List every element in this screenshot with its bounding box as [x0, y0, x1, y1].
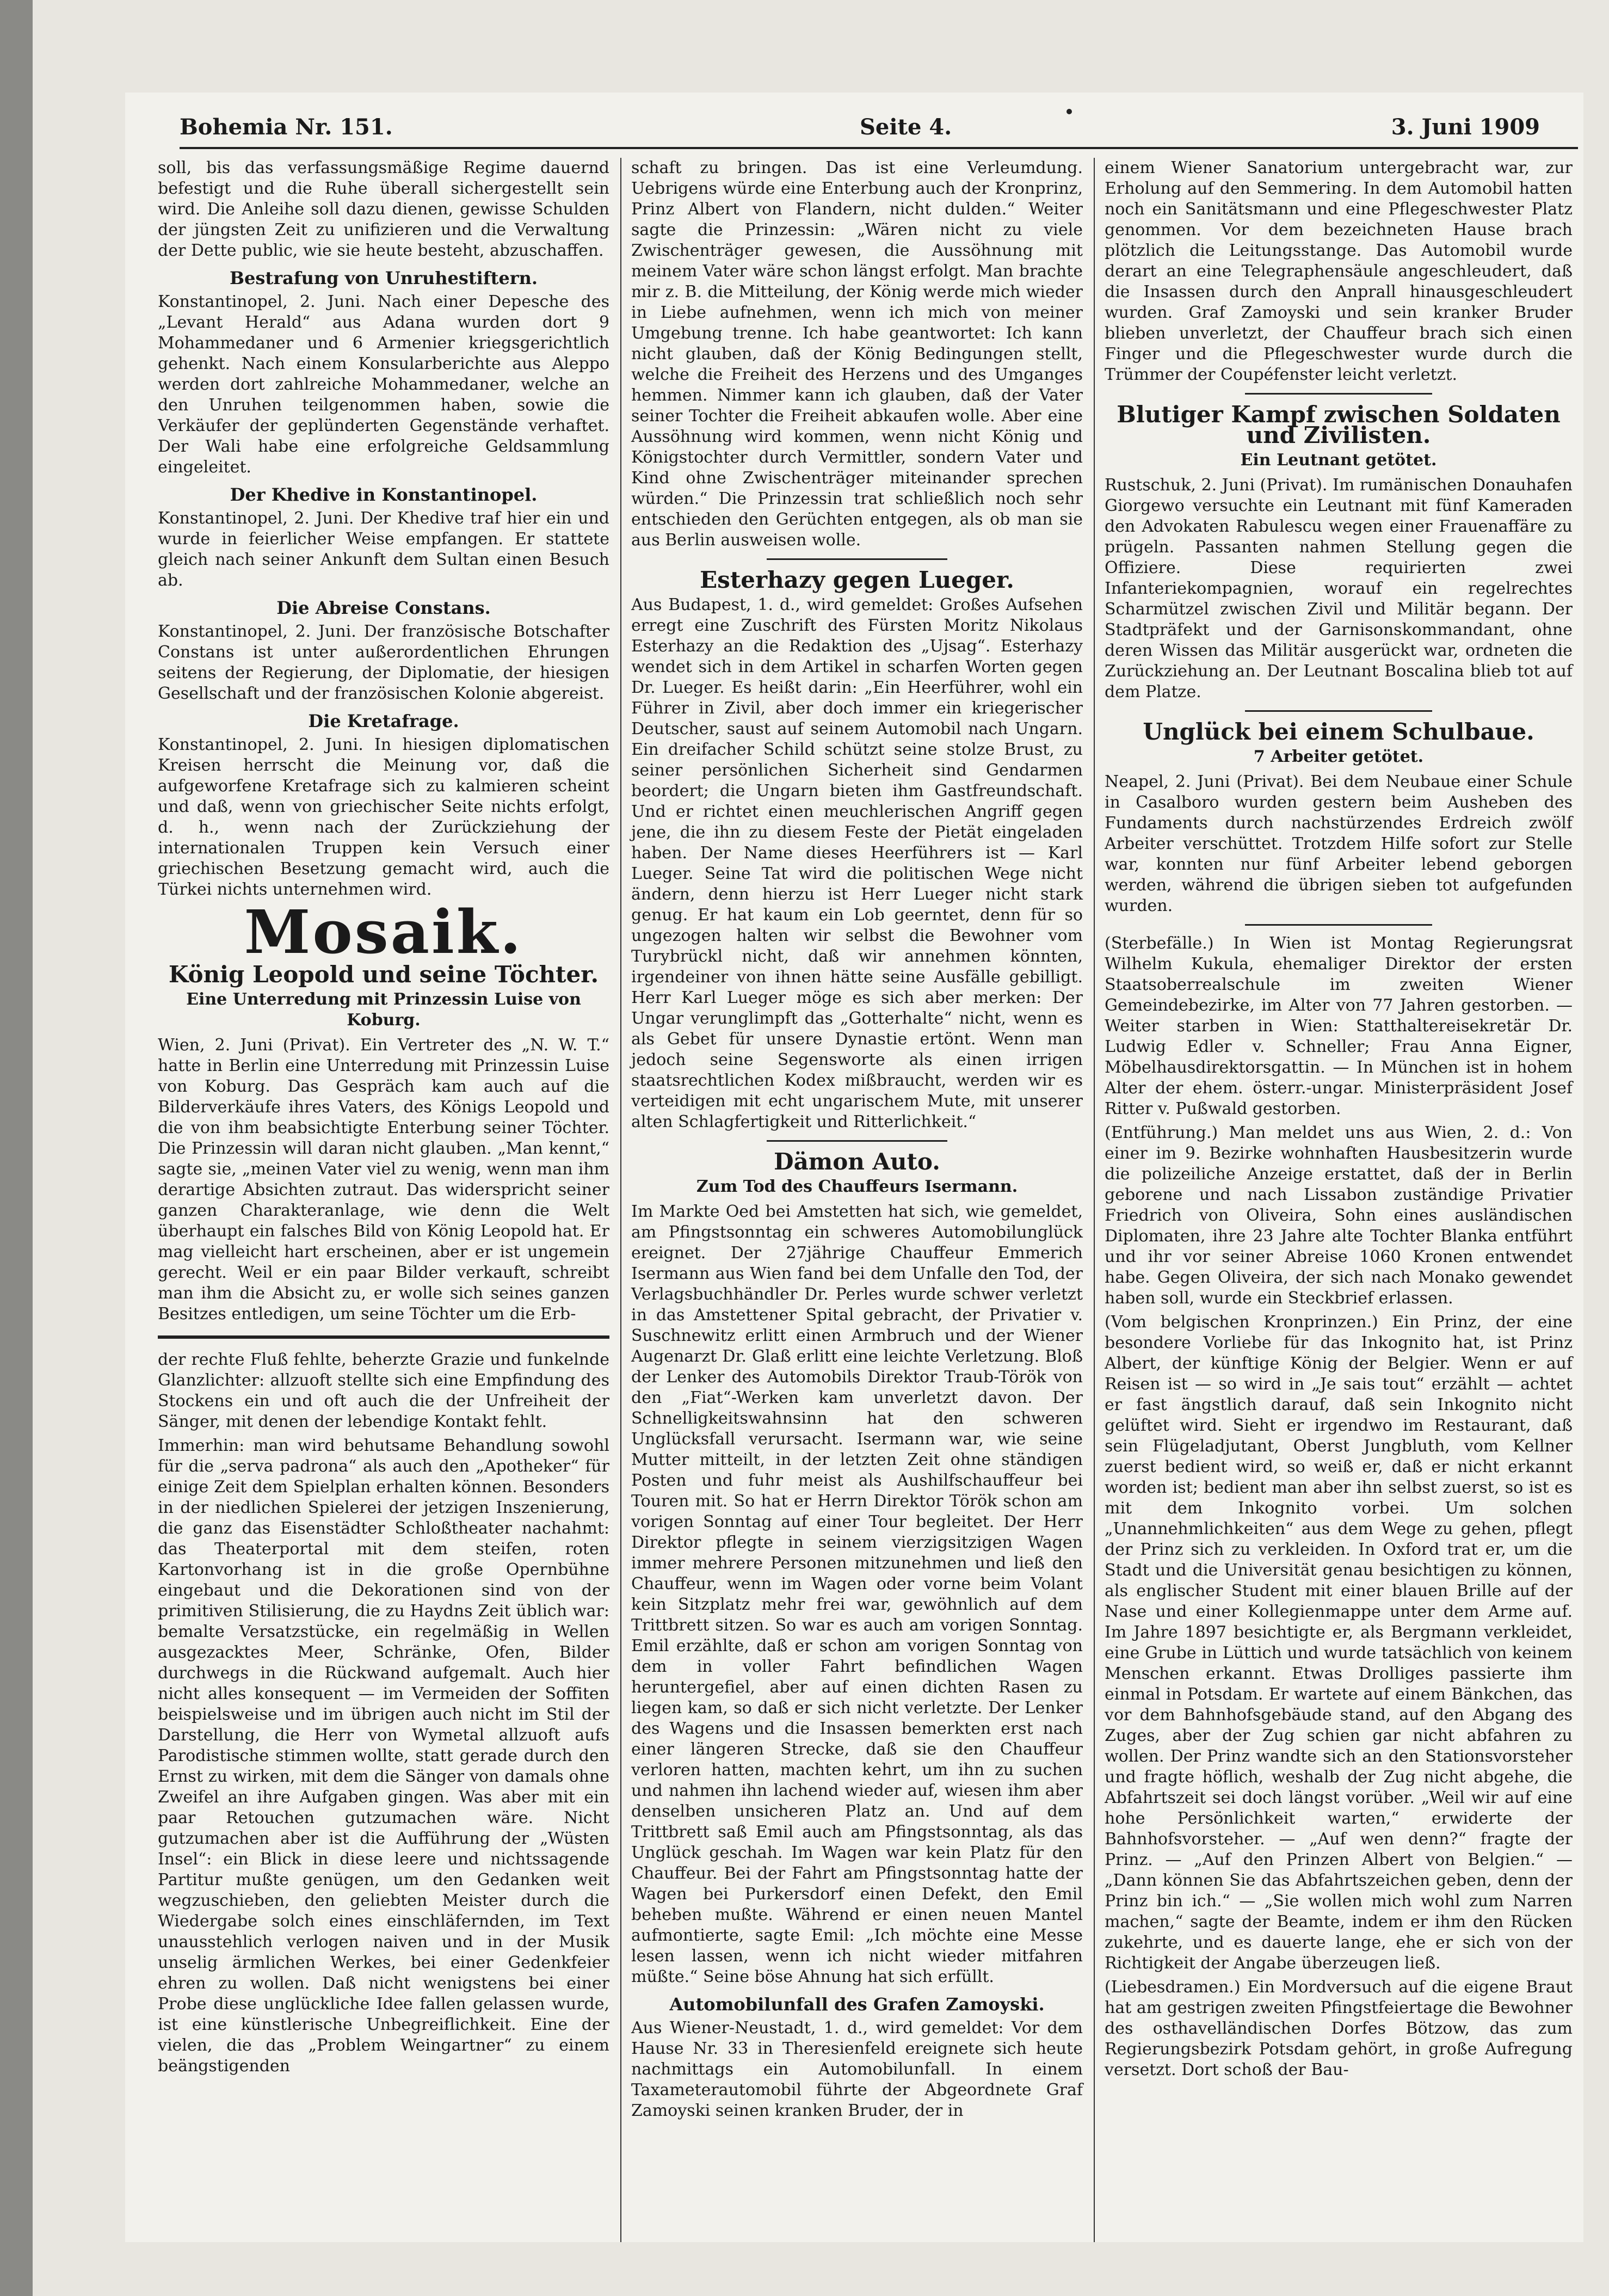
column-rule-2 — [1094, 158, 1095, 2242]
paragraph: (Sterbefälle.) In Wien ist Montag Regierungsrat Wilhelm Kukula, ehemaliger Direktor der ersten Staatsoberrealschule im zweiten Wiener Gemeindebezirke, im Alter von 77 Jahren gestorben. — Weiter starben in Wien: Statthaltereisekretär Dr. Ludwig Edler v. Schneller; Frau Anna Eigner, Möbelhausdirektorsgattin. — In München ist in hohem Alter der ehem. österr.-ungar. Ministerpräsident Josef Ritter v. Pußwald gestorben. — [1105, 934, 1573, 1118]
newspaper-page — [125, 93, 1583, 2242]
article-subtitle: 7 Arbeiter getötet. — [1253, 747, 1424, 766]
article-subtitle: Ein Leutnant getötet. — [1240, 451, 1437, 470]
separator — [1245, 924, 1432, 926]
header-publication: Bohemia Nr. 151. — [180, 114, 393, 140]
separator — [767, 1140, 947, 1142]
paragraph: schaft zu bringen. Das ist eine Verleumdung. Uebrigens würde eine Enterbung auch der Kronprinz, Prinz Albert von Flandern, nicht dulden.“ Weiter sagte die Prinzessin: „Wären nicht zu viele Zwischenträger gewesen, die Aussöhnung mit meinem Vater wäre schon längst erfolgt. Man brachte mir z. B. die Mitteilung, der König werde mich wieder in Liebe aufnehmen, wenn ich mich von meiner Umgebung trenne. Ich habe geantwortet: Ich kann nicht glauben, daß der König Bedingungen stellt, welche die Freiheit des Herzens und des Umganges hemmen. Nimmer kann ich glauben, daß der Vater seiner Tochter die Freiheit abkaufen wolle. Aber eine Aussöhnung wird kommen, wenn nicht König und Königstochter durch Vermittler, sondern Vater und Kind ohne Zwischenträger miteinander sprechen würden.“ Die Prinzessin trat schließlich noch sehr entschieden den Gerüchten entgegen, als ob man sie aus Berlin ausweisen wolle. — [631, 158, 1083, 550]
paragraph: (Entführung.) Man meldet uns aus Wien, 2. d.: Von einer im 9. Bezirke wohnhaften Hausbesitzerin wurde die polizeiliche Anzeige erstattet, daß der in Berlin geborene und nach Lissabon zuständige Privatier Friedrich von Oliveira, Sohn eines ausländischen Diplomaten, ihre 23 Jahre alte Tochter Blanka entführt und ihr vor seiner Abreise 1060 Kronen entwendet habe. Gegen Oliveira, der sich nach Monako gewendet haben soll, wurde ein Steckbrief erlassen. — [1105, 1123, 1573, 1308]
article-subtitle: Eine Unterredung mit Prinzessin Luise von Koburg. — [186, 990, 581, 1030]
section-heading: Bestrafung von Unruhestiftern. — [230, 268, 538, 288]
paragraph: Aus Budapest, 1. d., wird gemeldet: Großes Aufsehen erregt eine Zuschrift des Fürsten Moritz Nikolaus Esterhazy an die Redaktion des „Ujsag“. Esterhazy wendet sich in dem Artikel in scharfen Worten gegen Dr. Lueger. Es heißt darin: „Ein Heerführer, wohl ein Führer in Zivil, aber doch immer ein kriegerischer Deutscher, saust auf seinem Automobil nach Ungarn. Ein dreifacher Schild schützt seine stolze Brust, zu seiner persönlichen Sicherheit sind Gendarmen beordert; die Ungarn bieten ihm Gastfreundschaft. Und er richtet einen meuchlerischen Angriff gegen jene, die ihn zu diesem Feste der Pietät eingeladen haben. Der Name dieses Heerführers ist — Karl Lueger. Seine Tat wird die politischen Wege nicht ändern, denn hierzu ist Herr Lueger nicht stark genug. Er hat kaum ein Lob geerntet, denn für so ungezogen halten wir selbst die Bewohner vom Turybrückl nicht, daß wir annehmen könnten, irgendeiner von ihnen hätte seine Ausfälle gebilligt. Herr Karl Lueger möge es sich aber merken: Der Ungar verunglimpft das „Gotterhalte“ nicht, wenn es als Gebet für unsere Dynastie ertönt. Wenn man jedoch seine Segensworte als einen irrigen staatsrechtlichen Kodex mißbraucht, werden wir es verteidigen mit echt ungarischem Mute, mit unserer alten Schlagfertigkeit und Ritterlichkeit.“ — [631, 595, 1083, 1131]
paragraph: Konstantinopel, 2. Juni. Nach einer Depesche des „Levant Herald“ aus Adana wurden dort 9 Mohammedaner und 6 Armenier kriegsgerichtlich gehenkt. Nach einem Konsularberichte aus Aleppo werden dort zahlreiche Mohammedaner, welche an den Unruhen teilgenommen haben, sowie die Verkäufer der geplünderten Gegenstände verhaftet. Der Wali habe eine erfolgreiche Geldsammlung eingeleitet. — [158, 292, 609, 477]
page-header — [180, 109, 1540, 147]
article-subtitle: Zum Tod des Chauffeurs Isermann. — [696, 1177, 1018, 1196]
header-page-number: Seite 4. — [860, 114, 952, 140]
separator — [767, 558, 947, 560]
column-2 — [631, 158, 1083, 2125]
separator — [1245, 393, 1432, 395]
paragraph: Rustschuk, 2. Juni (Privat). Im rumänischen Donauhafen Giorgewo versuchte ein Leutnant mit fünf Kameraden den Advokaten Rabulescu wegen einer Frauenaffäre zu prügeln. Passanten nahmen Stellung gegen die Offiziere. Diese requirierten zwei Infanteriekompagnien, worauf ein regelrechtes Scharmützel zwischen Zivil und Militär begann. Der Stadtpräfekt und der Garnisonskommandant, ohne deren Wissen das Militär ausgerückt war, ordneten die Zurückziehung an. Der Leutnant Boscalina blieb tot auf dem Platze. — [1105, 476, 1573, 701]
column-1 — [158, 158, 609, 2080]
paragraph: Wien, 2. Juni (Privat). Ein Vertreter des „N. W. T.“ hatte in Berlin eine Unterredung mit Prinzessin Luise von Koburg. Das Gespräch kam auch auf die Bilderverkäufe ihres Vaters, des Königs Leopold und die von ihm beabsichtigte Enterbung seiner Töchter. Die Prinzessin will daran nicht glauben. „Man kennt,“ sagte sie, „meinen Vater viel zu wenig, wenn man ihm derartige Absichten zutraut. Das widerspricht seiner ganzen Charakteranlage, wie denn die Welt überhaupt ein falsches Bild von König Leopold hat. Er mag vielleicht hart erscheinen, aber er ist ungemein gerecht. Weil er ein paar Bilder verkauft, schreibt man ihm die Absicht zu, er wolle sich seines ganzen Besitzes entledigen, um seine Töchter um die Erb- — [158, 1036, 609, 1324]
paragraph: Aus Wiener-Neustadt, 1. d., wird gemeldet: Vor dem Hause Nr. 33 in Theresienfeld ereignete sich heute nachmittags ein Automobilunfall. In einem Taxameterautomobil führte der Abgeordnete Graf Zamoyski seinen kranken Bruder, der in — [631, 2018, 1083, 2120]
article-title: Blutiger Kampf zwischen Soldaten und Zivilisten. — [1117, 401, 1561, 448]
column-rule-1 — [620, 158, 621, 2242]
feuilleton-rule — [158, 1335, 609, 1339]
paragraph: Neapel, 2. Juni (Privat). Bei dem Neubaue einer Schule in Casalboro wurden gestern beim Ausheben des Fundaments durch nachstürzendes Erdreich zwölf Arbeiter verschüttet. Trotzdem Hilfe sofort zur Stelle war, konnten nur fünf Arbeiter lebend geborgen werden, während die übrigen sieben tot aufgefunden wurden. — [1105, 772, 1573, 915]
article-title: König Leopold und seine Töchter. — [168, 961, 599, 988]
separator — [1245, 710, 1432, 712]
section-heading: Automobilunfall des Grafen Zamoyski. — [669, 1994, 1045, 2015]
paragraph: Konstantinopel, 2. Juni. Der französische Botschafter Constans ist unter außerordentlichen Ehrungen seitens der Regierung, der Diplomatie, der hiesigen Gesellschaft und der französischen Kolonie abgereist. — [158, 622, 609, 703]
article-title: Dämon Auto. — [774, 1148, 940, 1175]
paragraph: Immerhin: man wird behutsame Behandlung sowohl für die „serva padrona“ als auch den „Apotheker“ für einige Zeit dem Spielplan erhalten können. Besonders in der niedlichen Spielerei der jetzigen Inszenierung, die ganz das Eisenstädter Schloßtheater nachahmt: das Theaterportal mit dem steifen, roten Kartonvorhang ist in die große Opernbühne eingebaut und die Dekorationen sind von der primitiven Stilisierung, die zu Haydns Zeit üblich war: bemalte Versatzstücke, ein regelmäßig in Wellen ausgezacktes Meer, Schränke, Ofen, Bilder durchwegs in die Rückwand aufgemalt. Auch hier nicht alles konsequent — im Vermeiden der Soffiten beispielsweise und im übrigen auch nicht im Stil der Darstellung, die Herr von Wymetal allzuoft aufs Parodistische stimmen wollte, statt gerade durch den Ernst zu wirken, mit dem die Sänger von damals ohne Zweifel an ihre Aufgaben gingen. Was aber mit ein paar Retouchen gutzumachen wäre. Nicht gutzumachen aber ist die Aufführung der „Wüsten Insel“: ein Blick in diese leere und nichtssagende Partitur mußte genügen, um den Gedanken weit wegzuschieben, den geliebten Meister durch die Wiedergabe solch eines einschläfernden, im Text unausstehlich verlogen naiven und in der Musik unselig ärmlichen Werkes, bei einer Gedenkfeier ehren zu wollen. Daß nicht wenigstens bei einer Probe diese unglückliche Idee fallen gelassen wurde, ist eine künstlerische Unbegreiflichkeit. Eine der vielen, die das „Problem Weingartner“ zu einem beängstigenden — [158, 1436, 609, 2076]
article-title: Unglück bei einem Schulbaue. — [1143, 718, 1534, 745]
paragraph: der rechte Fluß fehlte, beherzte Grazie und funkelnde Glanzlichter: allzuoft stellte sich eine Empfindung des Stockens ein und oft auch die der Unfreiheit der Sänger, mit denen der lebendige Kontakt fehlt. — [158, 1350, 609, 1431]
paragraph: (Vom belgischen Kronprinzen.) Ein Prinz, der eine besondere Vorliebe für das Inkognito hat, ist Prinz Albert, der künftige König der Belgier. Wenn er auf Reisen ist — so wird in „Je sais tout“ erzählt — achtet er fast ängstlich darauf, daß sein Inkognito nicht gelüftet wird. Sieht er irgendwo im Restaurant, daß sein Flügeladjutant, Oberst Jungbluth, vom Kellner zuerst bedient wird, so weiß er, daß er nicht erkannt worden ist; bedient man aber ihn selbst zuerst, so ist es mit dem Inkognito vorbei. Um solchen „Unannehmlichkeiten“ aus dem Wege zu gehen, pflegt der Prinz sich zu verkleiden. In Oxford trat er, um die Stadt und die Universität genau besichtigen zu können, als englischer Student mit einer blauen Brille auf der Nase und einer Kollegienmappe unter dem Arme auf. Im Jahre 1897 besichtigte er, als Bergmann verkleidet, eine Grube in Lüttich und wurde tatsächlich von keinem Menschen erkannt. Etwas Drolliges passierte ihm einmal in Potsdam. Er wartete auf einem Bänkchen, das vor dem Bahnhofsgebäude stand, auf den Abgang des Zuges, aber der Zug schien gar nicht abfahren zu wollen. Der Prinz wandte sich an den Stationsvorsteher und fragte höflich, weshalb der Zug nicht abgehe, die Abfahrtszeit sei doch längst vorüber. „Weil wir auf eine hohe Persönlichkeit warten,“ erwiderte der Bahnhofsvorsteher. — „Auf wen denn?“ fragte der Prinz. — „Auf den Prinzen Albert von Belgien.“ — „Dann können Sie das Abfahrtszeichen geben, denn der Prinz bin ich.“ — „Sie wollen mich wohl zum Narren machen,“ sagte der Beamte, indem er ihm den Rücken zukehrte, und es dauerte lange, ehe er sich von der Richtigkeit der Angabe überzeugen ließ. — [1105, 1313, 1573, 1973]
paragraph: soll, bis das verfassungsmäßige Regime dauernd befestigt und die Ruhe überall sichergestellt sein wird. Die Anleihe soll dazu dienen, gewisse Schulden der jüngsten Zeit zu unifizieren und die Verwaltung der Dette public, wie sie heute besteht, abzuschaffen. — [158, 158, 609, 260]
column-3 — [1105, 158, 1573, 2084]
paragraph: einem Wiener Sanatorium untergebracht war, zur Erholung auf den Semmering. In dem Automobil hatten noch ein Sanitätsmann und eine Pflegeschwester Platz genommen. Vor dem bezeichneten Hause brach plötzlich die Leitungsstange. Das Automobil wurde derart an eine Telegraphensäule angeschleudert, daß die Insassen durch den Anprall hinausgeschleudert wurden. Graf Zamoyski und sein kranker Bruder blieben unverletzt, der Chauffeur brach sich einen Finger und die Pflegeschwester wurde durch die Trümmer der Coupéfenster leicht verletzt. — [1105, 158, 1573, 384]
article-title: Esterhazy gegen Lueger. — [700, 567, 1014, 593]
section-heading: Der Khedive in Konstantinopel. — [230, 484, 538, 505]
paragraph: Konstantinopel, 2. Juni. Der Khedive traf hier ein und wurde in feierlicher Weise empfangen. Er stattete gleich nach seiner Ankunft dem Sultan einen Besuch ab. — [158, 509, 609, 590]
mosaik-title: Mosaik. — [244, 897, 523, 967]
section-heading: Die Kretafrage. — [308, 711, 459, 731]
header-date: 3. Juni 1909 — [1391, 114, 1540, 140]
scan-edge — [0, 0, 33, 2296]
paragraph: Konstantinopel, 2. Juni. In hiesigen diplomatischen Kreisen herrscht die Meinung vor, daß die aufgeworfene Kretafrage sich zu kalmieren scheint und daß, wenn von griechischer Seite nichts erfolgt, d. h., wenn nach der Zurückziehung der internationalen Truppen kein Versuch einer griechischen Besetzung gemacht wird, auch die Türkei nichts unternehmen wird. — [158, 735, 609, 899]
paragraph: (Liebesdramen.) Ein Mordversuch auf die eigene Braut hat am gestrigen zweiten Pfingstfeiertage die Bewohner des osthavelländischen Dorfes Bötzow, das zum Regierungsbezirk Potsdam gehört, in große Aufregung versetzt. Dort schoß der Bau- — [1105, 1978, 1573, 2079]
header-rule — [180, 147, 1578, 149]
section-heading: Die Abreise Constans. — [276, 598, 491, 618]
paragraph: Im Markte Oed bei Amstetten hat sich, wie gemeldet, am Pfingstsonntag ein schweres Automobilunglück ereignet. Der 27jährige Chauffeur Emmerich Isermann aus Wien fand bei dem Unfalle den Tod, der Verlagsbuchhändler Dr. Perles wurde schwer verletzt in das Amstettener Spital gebracht, der Privatier v. Suschnewitz erlitt einen Armbruch und der Wiener Augenarzt Dr. Glaß erlitt eine leichte Verletzung. Bloß der Lenker des Automobils Direktor Traub-Török von den „Fiat“-Werken kam unverletzt davon. Der Schnelligkeitswahnsinn hat den schweren Unglücksfall verursacht. Isermann war, wie seine Mutter mitteilt, in der letzten Zeit ohne ständigen Posten und fuhr meist als Aushilfschauffeur bei Touren mit. So hat er Herrn Direktor Török schon am vorigen Sonntag auf einer Tour begleitet. Der Herr Direktor pflegte in seinem vierzigsitzigen Wagen immer mehrere Personen mitzunehmen und ließ den Chauffeur, wenn im Wagen oder vorne beim Volant kein Sitzplatz mehr frei war, gewöhnlich auf dem Trittbrett sitzen. So war es auch am vorigen Sonntag. Emil erzählte, daß er schon am vorigen Sonntag von dem in voller Fahrt befindlichen Wagen heruntergefiel, aber auf einen dichten Rasen zu liegen kam, so daß er sich nicht verletzte. Der Lenker des Wagens und die Insassen bemerkten erst nach einer längeren Strecke, daß sie den Chauffeur verloren hatten, machten kehrt, um ihn zu suchen und nahmen ihn lachend wieder auf, wiesen ihm aber denselben unsicheren Platz an. Und auf dem Trittbrett saß Emil auch am Pfingstsonntag, als das Unglück geschah. Im Wagen war kein Platz für den Chauffeur. Bei der Fahrt am Pfingstsonntag hatte der Wagen bei Purkersdorf einen Defekt, den Emil beheben mußte. Während er einen neuen Mantel aufmontierte, sagte Emil: „Ich möchte eine Messe lesen lassen, wenn ich nicht wieder mitfahren müßte.“ Seine böse Ahnung hat sich erfüllt. — [631, 1202, 1083, 1986]
